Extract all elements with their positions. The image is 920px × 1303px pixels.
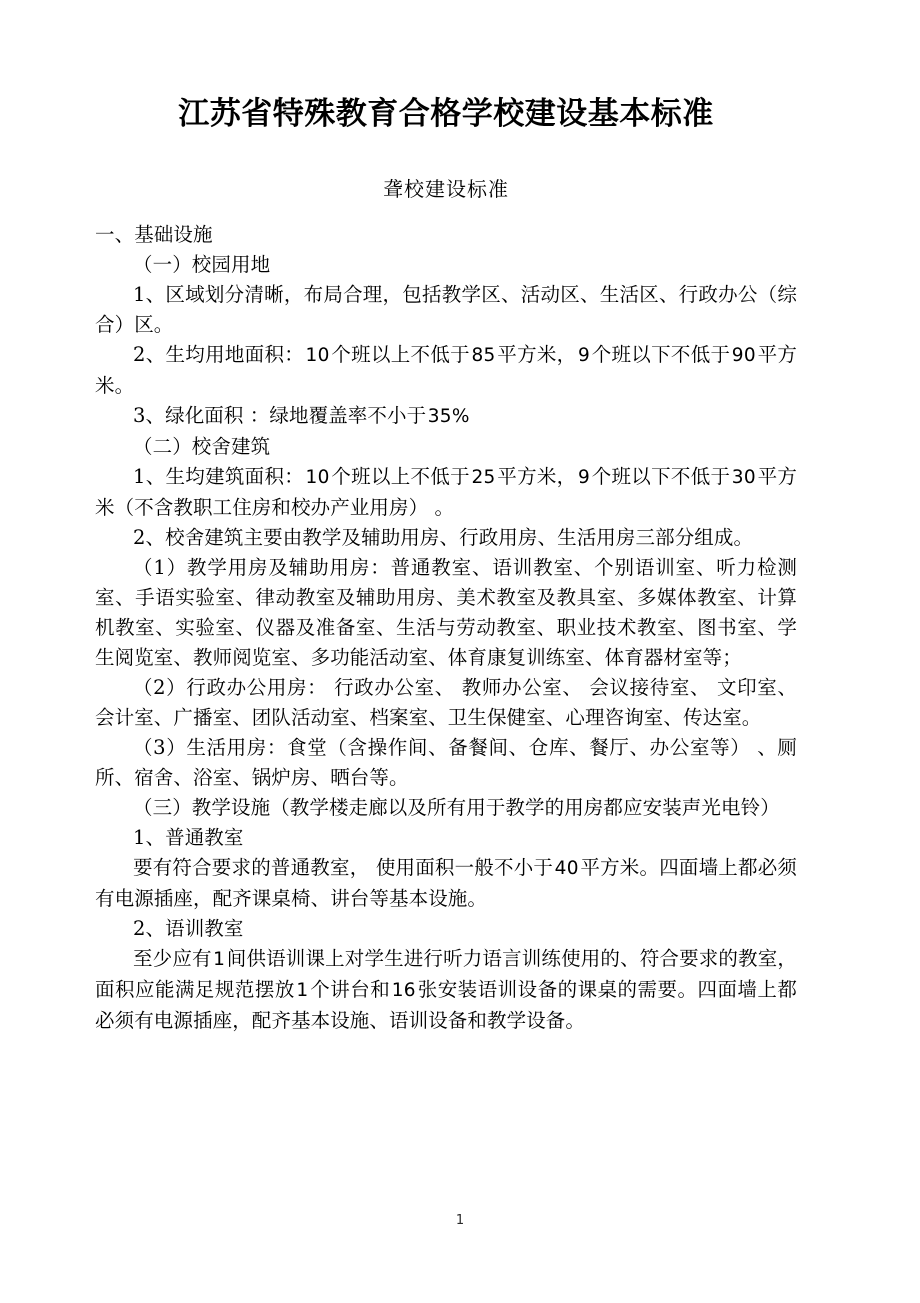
document-subtitle: 聋校建设标准 xyxy=(383,176,509,201)
text-run: 个班以上不低于 xyxy=(331,342,470,366)
number-value: 90 xyxy=(731,344,756,366)
text-run: 平方米（不含教职工住房和校办产业用房） 。 xyxy=(95,464,798,519)
text-run: 至少应有 xyxy=(133,946,212,970)
percentage-value: 35% xyxy=(427,405,470,427)
paragraph-buildings-item-1 xyxy=(95,462,797,523)
paragraph-admin-rooms: （2）行政办公用房： 行政办公室、 教师办公室、 会议接待室、 文印室、会计室、广播室、团队活动室、档案室、卫生保健室、心理咨询室、传达室。 xyxy=(95,675,797,729)
subsection-heading-1-1: （一）校园用地 xyxy=(133,252,271,276)
number-value: 16 xyxy=(391,979,416,1001)
number-value: 25 xyxy=(471,466,496,488)
text-run: 平方米， xyxy=(497,464,577,488)
number-value: 9 xyxy=(577,466,591,488)
paragraph-buildings-item-2: 2、校舍建筑主要由教学及辅助用房、行政用房、生活用房三部分组成。 xyxy=(133,525,754,549)
number-value: 1 xyxy=(213,948,226,970)
text-run: 个班以上不低于 xyxy=(331,464,470,488)
paragraph-general-classroom xyxy=(95,853,797,914)
paragraph-campus-land-item-1: 1、区域划分清晰，布局合理，包括教学区、活动区、生活区、行政办公（综合）区。 xyxy=(95,282,797,336)
text-run: 个讲台和 xyxy=(309,977,391,1001)
paragraph-living-rooms: （3）生活用房：食堂（含操作间、备餐间、仓库、餐厅、办公室等） 、厕所、宿舍、浴室、锅炉房、晒台等。 xyxy=(95,735,797,789)
text-run: 个班以下不低于 xyxy=(591,464,731,488)
text-run: 平方米。 xyxy=(95,342,798,397)
number-value: 10 xyxy=(305,344,330,366)
text-run: 要有符合要求的普通教室， 使用面积一般不小于 xyxy=(133,855,554,879)
number-value: 40 xyxy=(554,857,579,879)
paragraph-speech-training-classroom xyxy=(95,944,797,1036)
text-run: 1、生均建筑面积： xyxy=(133,464,305,488)
paragraph-teaching-rooms: （1）教学用房及辅助用房：普通教室、语训教室、个别语训室、听力检测室、手语实验室、律动教室及辅助用房、美术教室及教具室、多媒体教室、计算机教室、实验室、仪器及准备室、生活与劳动教室、职业技术教室、图书室、学生阅览室、教师阅览室、多功能活动室、体育康复训练室、体育器材室等； xyxy=(95,555,797,669)
number-value: 10 xyxy=(305,466,330,488)
number-value: 9 xyxy=(577,344,591,366)
heading-speech-training-classroom: 2、语训教室 xyxy=(133,916,244,940)
number-value: 1 xyxy=(296,979,309,1001)
text-run: 平方米， xyxy=(497,342,577,366)
document-content xyxy=(95,0,797,1036)
text-run: 张安装语训设备的课桌的需要。四面墙上都必须有电源插座，配齐基本设施、语训设备和教学设备。 xyxy=(95,977,797,1032)
subsection-heading-1-3: （三）教学设施（教学楼走廊以及所有用于教学的用房都应安装声光电铃） xyxy=(133,795,780,819)
text-run: 个班以下不低于 xyxy=(591,342,731,366)
number-value: 85 xyxy=(471,344,496,366)
section-heading-1: 一、基础设施 xyxy=(95,222,213,246)
paragraph-campus-land-item-2 xyxy=(95,340,797,401)
heading-general-classroom: 1、普通教室 xyxy=(133,825,244,849)
paragraph-campus-land-item-3 xyxy=(95,401,797,432)
text-run: 3、绿化面积 ：绿地覆盖率不小于 xyxy=(133,403,427,427)
page-number: 1 xyxy=(455,1213,465,1228)
page-title: 江苏省特殊教育合格学校建设基本标准 xyxy=(178,96,714,132)
subsection-heading-1-2: （二）校舍建筑 xyxy=(133,434,271,458)
text-run: 平方米。四面墙上都必须有电源插座，配齐课桌椅、讲台等基本设施。 xyxy=(95,855,797,910)
number-value: 30 xyxy=(731,466,756,488)
text-run: 2、生均用地面积： xyxy=(133,342,305,366)
text-run: 间供语训课上对学生进行听力语言训练使用的、符合要求的教室，面积应能满足规范摆放 xyxy=(95,946,797,1001)
